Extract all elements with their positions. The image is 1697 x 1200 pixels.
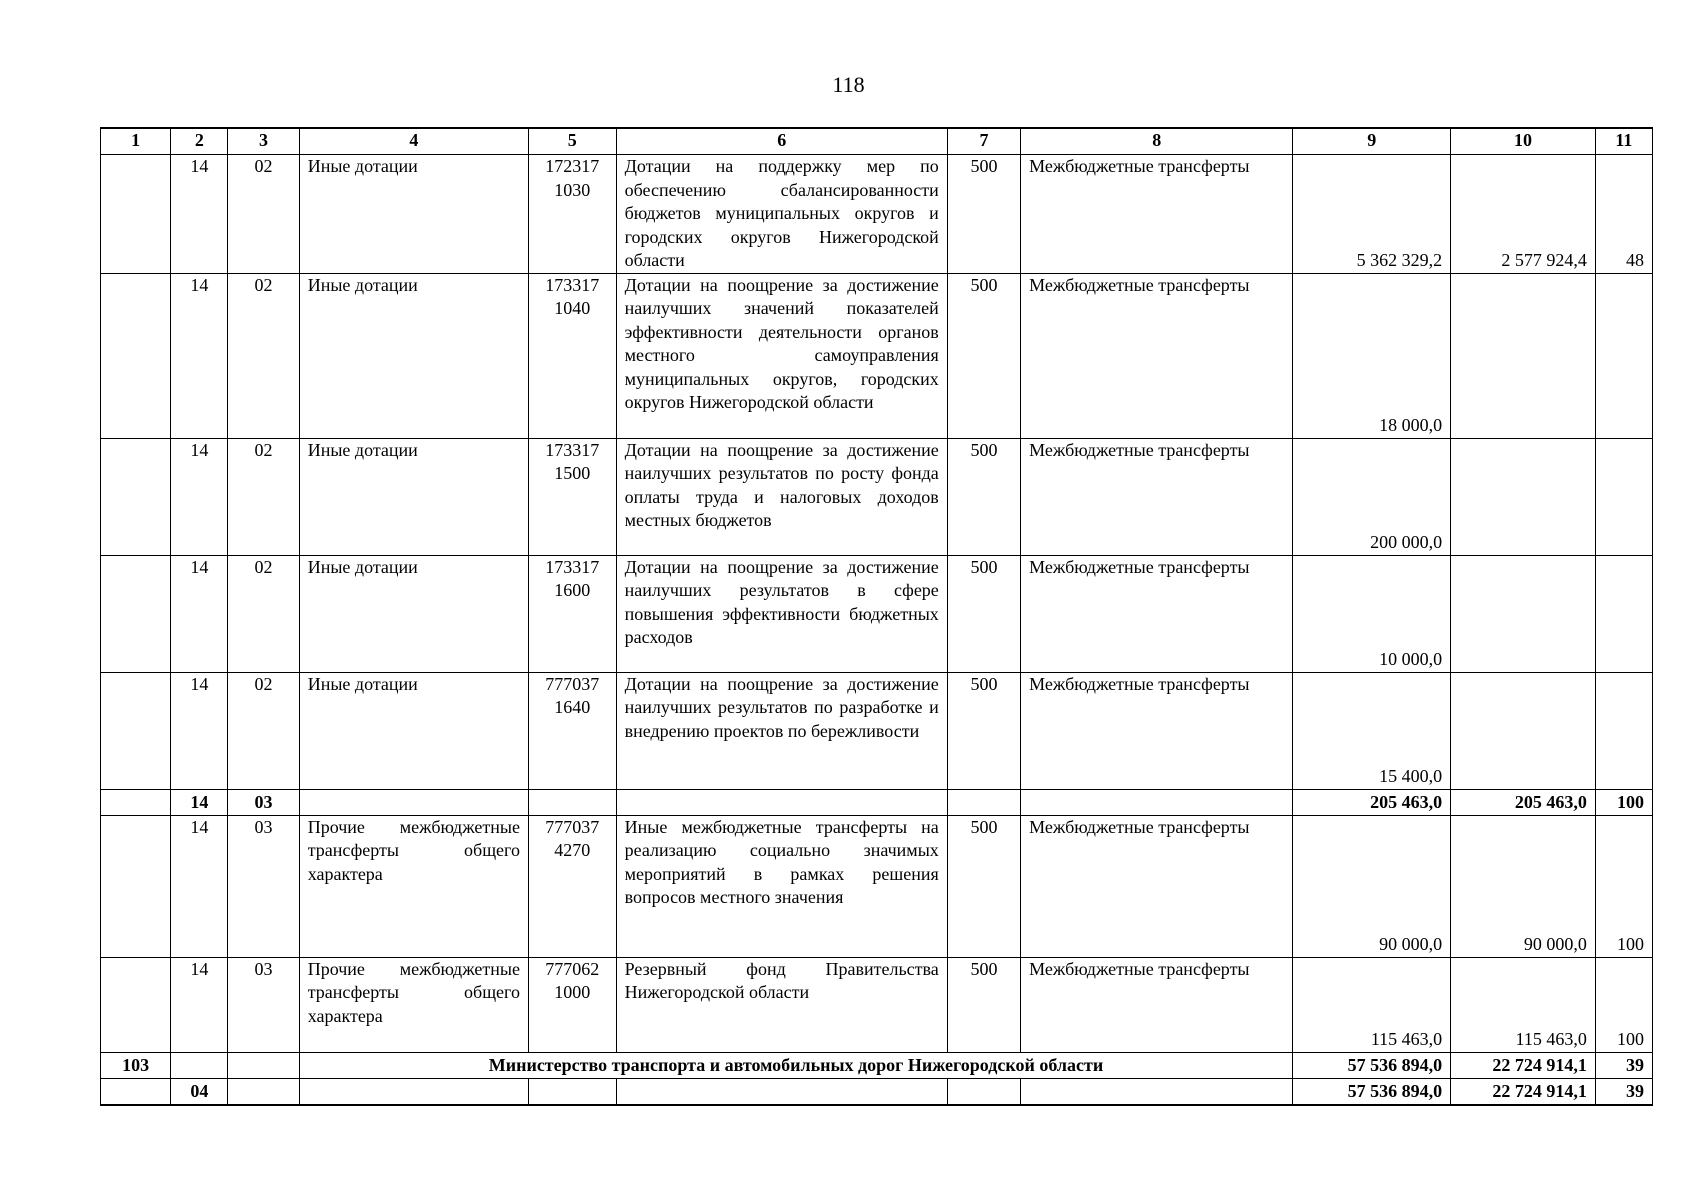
subtotal-row: [101, 789, 1653, 815]
cell-plan: 205 463,0: [1293, 789, 1451, 815]
cell-col1: [101, 815, 171, 957]
cell-description: Дотации на поощрение за достижение наилучших результатов в сфере повышения эффективности бюджетных расходов: [616, 555, 947, 672]
header-col-9: 9: [1293, 128, 1451, 155]
cell-expense-type: 500: [947, 438, 1020, 555]
cell-expense-type: 500: [947, 672, 1020, 789]
cell-col1: [101, 273, 171, 438]
cell-target-code: [528, 1078, 616, 1105]
cell-name: Прочие межбюджетные трансферты общего характера: [299, 815, 528, 957]
target-code-part2: 1040: [554, 298, 591, 318]
cell-expense-name: Межбюджетные трансферты: [1021, 438, 1293, 555]
ministry-name: Министерство транспорта и автомобильных дорог Нижегородской области: [299, 1052, 1293, 1078]
header-col-3: 3: [228, 128, 299, 155]
ministry-code: 103: [101, 1052, 171, 1078]
header-row: [101, 128, 1653, 155]
cell-expense-type: 500: [947, 155, 1020, 274]
cell-col1: [101, 957, 171, 1052]
cell-name: Иные дотации: [299, 672, 528, 789]
section-total-row: [101, 1078, 1653, 1105]
cell-name: Иные дотации: [299, 555, 528, 672]
cell-section: 14: [171, 789, 228, 815]
header-col-7: 7: [947, 128, 1020, 155]
target-code-part2: 1030: [554, 179, 591, 200]
cell-expense-type: [947, 789, 1020, 815]
budget-table: [100, 127, 1653, 1106]
table-row: [101, 438, 1653, 555]
cell-expense-name: Межбюджетные трансферты: [1021, 815, 1293, 957]
cell-section: 14: [171, 273, 228, 438]
cell-section: 14: [171, 957, 228, 1052]
cell-name: Иные дотации: [299, 438, 528, 555]
cell-expense-name: Межбюджетные трансферты: [1021, 155, 1293, 274]
cell-subsection: 03: [228, 815, 299, 957]
cell-expense-name: [1021, 1078, 1293, 1105]
cell-section: 14: [171, 672, 228, 789]
cell-subsection: 02: [228, 555, 299, 672]
target-code-part2: 1500: [554, 463, 591, 483]
target-code-part2: 1600: [554, 580, 591, 600]
cell-description: Дотации на поощрение за достижение наилучших результатов по росту фонда оплаты труда и налоговых доходов местных бюджетов: [616, 438, 947, 555]
cell-actual: 22 724 914,1: [1451, 1078, 1596, 1105]
header-col-10: 10: [1451, 128, 1596, 155]
target-code-part1: 777037: [545, 816, 600, 837]
cell-name: Иные дотации: [299, 273, 528, 438]
cell-col1: [101, 555, 171, 672]
cell-percent: 39: [1595, 1052, 1652, 1078]
cell-plan: 5 362 329,2: [1293, 155, 1451, 274]
cell-actual: [1451, 672, 1596, 789]
cell-actual: 90 000,0: [1451, 815, 1596, 957]
table-row: [101, 672, 1653, 789]
cell-actual: 205 463,0: [1451, 789, 1596, 815]
cell-plan: 57 536 894,0: [1293, 1052, 1451, 1078]
cell-section: 04: [171, 1078, 228, 1105]
cell-name: Иные дотации: [299, 155, 528, 274]
cell-expense-type: [947, 1078, 1020, 1105]
cell-description: [616, 1078, 947, 1105]
cell-name: [299, 789, 528, 815]
table-row: [101, 957, 1653, 1052]
cell-description: Дотации на поощрение за достижение наилучших значений показателей эффективности деятельности органов местного самоуправления муниципальных округов, городских округов Нижегородской области: [616, 273, 947, 438]
cell-description: Резервный фонд Правительства Нижегородской области: [616, 957, 947, 1052]
header-col-4: 4: [299, 128, 528, 155]
cell-target-code: [528, 815, 616, 957]
table-row: [101, 555, 1653, 672]
cell-target-code: [528, 438, 616, 555]
table-row: [101, 815, 1653, 957]
cell-subsection: [228, 1052, 299, 1078]
cell-col1: [101, 155, 171, 274]
target-code-part2: 1640: [554, 697, 591, 717]
cell-name: Прочие межбюджетные трансферты общего характера: [299, 957, 528, 1052]
cell-actual: [1451, 273, 1596, 438]
cell-expense-name: Межбюджетные трансферты: [1021, 555, 1293, 672]
target-code-part2: 4270: [554, 840, 591, 860]
cell-col1: [101, 1078, 171, 1105]
cell-expense-type: 500: [947, 555, 1020, 672]
cell-subsection: 02: [228, 273, 299, 438]
header-col-11: 11: [1595, 128, 1652, 155]
table-row: [101, 273, 1653, 438]
header-col-5: 5: [528, 128, 616, 155]
cell-description: [616, 789, 947, 815]
cell-col1: [101, 438, 171, 555]
cell-plan: 10 000,0: [1293, 555, 1451, 672]
cell-description: Иные межбюджетные трансферты на реализацию социально значимых мероприятий в рамках решения вопросов местного значения: [616, 815, 947, 957]
cell-expense-name: Межбюджетные трансферты: [1021, 957, 1293, 1052]
cell-target-code: [528, 273, 616, 438]
target-code-part1: 777037: [545, 673, 600, 694]
header-col-1: 1: [101, 128, 171, 155]
cell-plan: 57 536 894,0: [1293, 1078, 1451, 1105]
cell-percent: 39: [1595, 1078, 1652, 1105]
cell-expense-type: 500: [947, 957, 1020, 1052]
cell-percent: [1595, 273, 1652, 438]
cell-actual: 2 577 924,4: [1451, 155, 1596, 274]
cell-section: 14: [171, 155, 228, 274]
cell-description: Дотации на поощрение за достижение наилучших результатов по разработке и внедрению проектов по бережливости: [616, 672, 947, 789]
cell-expense-type: 500: [947, 815, 1020, 957]
cell-section: 14: [171, 555, 228, 672]
cell-plan: 115 463,0: [1293, 957, 1451, 1052]
target-code-part1: 173317: [545, 439, 600, 460]
cell-target-code: [528, 555, 616, 672]
cell-expense-name: [1021, 789, 1293, 815]
cell-col1: [101, 672, 171, 789]
cell-section: [171, 1052, 228, 1078]
cell-actual: 22 724 914,1: [1451, 1052, 1596, 1078]
cell-plan: 15 400,0: [1293, 672, 1451, 789]
target-code-part1: 173317: [545, 274, 600, 295]
cell-plan: 90 000,0: [1293, 815, 1451, 957]
cell-subsection: 03: [228, 789, 299, 815]
cell-target-code: [528, 155, 616, 274]
cell-name: [299, 1078, 528, 1105]
cell-percent: 100: [1595, 957, 1652, 1052]
target-code-part1: 777062: [545, 958, 600, 979]
cell-expense-type: 500: [947, 273, 1020, 438]
cell-plan: 18 000,0: [1293, 273, 1451, 438]
cell-actual: [1451, 555, 1596, 672]
cell-percent: [1595, 438, 1652, 555]
header-col-2: 2: [171, 128, 228, 155]
cell-plan: 200 000,0: [1293, 438, 1451, 555]
cell-subsection: [228, 1078, 299, 1105]
target-code-part1: 172317: [545, 156, 600, 176]
cell-expense-name: Межбюджетные трансферты: [1021, 273, 1293, 438]
cell-subsection: 02: [228, 438, 299, 555]
cell-target-code: [528, 789, 616, 815]
cell-target-code: [528, 672, 616, 789]
target-code-part2: 1000: [554, 982, 591, 1002]
header-col-8: 8: [1021, 128, 1293, 155]
cell-section: 14: [171, 438, 228, 555]
cell-section: 14: [171, 815, 228, 957]
cell-subsection: 03: [228, 957, 299, 1052]
cell-subsection: 02: [228, 155, 299, 274]
cell-expense-name: Межбюджетные трансферты: [1021, 672, 1293, 789]
ministry-row: [101, 1052, 1653, 1078]
cell-target-code: [528, 957, 616, 1052]
cell-percent: [1595, 672, 1652, 789]
cell-percent: 48: [1595, 155, 1652, 274]
page-number: 118: [832, 72, 865, 97]
cell-percent: 100: [1595, 789, 1652, 815]
target-code-part1: 173317: [545, 556, 600, 577]
cell-subsection: 02: [228, 672, 299, 789]
header-col-6: 6: [616, 128, 947, 155]
cell-percent: [1595, 555, 1652, 672]
cell-percent: 100: [1595, 815, 1652, 957]
table-row: [101, 155, 1653, 274]
cell-col1: [101, 789, 171, 815]
cell-actual: [1451, 438, 1596, 555]
cell-actual: 115 463,0: [1451, 957, 1596, 1052]
cell-description: Дотации на поддержку мер по обеспечению сбалансированности бюджетов муниципальных округов и городских округов Нижегородской области: [616, 155, 947, 274]
